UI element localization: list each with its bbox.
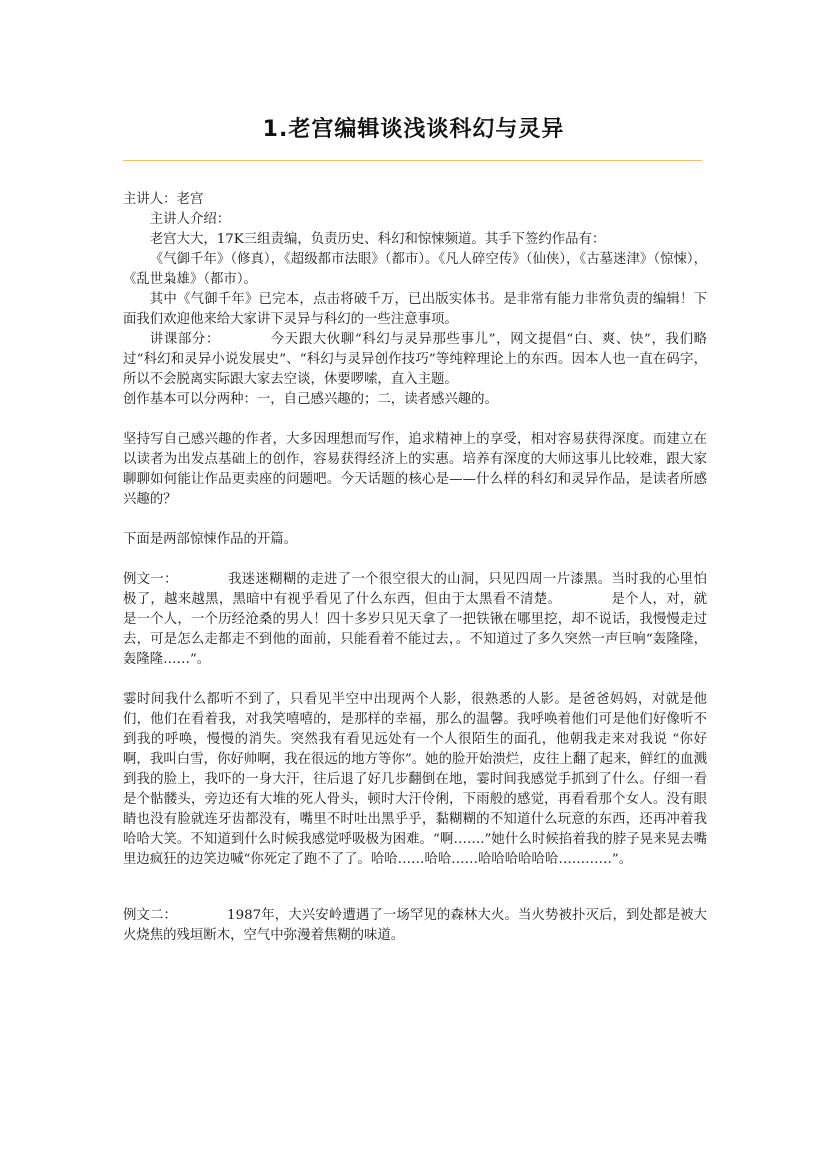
page-title: 1.老宫编辑谈浅谈科幻与灵异: [262, 117, 565, 142]
example-two-text: 1987年，大兴安岭遭遇了一场罕见的森林大火。当火势被扑灭后，到处都是被大火烧焦的残垣断木，空气中弥漫着焦糊的味道。: [123, 908, 707, 943]
example-one-paragraph: [123, 570, 707, 670]
example-one-text-a: 我迷迷糊糊的走进了一个很空很大的山洞，只见四周一片漆黑。当时我的心里怕极了，越来越黑，黑暗中有视乎看见了什么东西，但由于太黑看不清楚。: [123, 572, 708, 607]
works-paragraph: 《气御千年》（修真），《超级都市法眼》（都市）。《凡人碎空传》（仙侠），《古墓迷津》（惊悚），《乱世枭雄》（都市）。: [123, 252, 707, 287]
intro-paragraph: 老宫大大，17K三组责编，负责历史、科幻和惊悚频道。其手下签约作品有：: [149, 232, 606, 247]
example-one-text-b: 是个人，对，就是一个人，一个历经沧桑的男人！四十多岁只见天拿了一把铁锹在哪里挖，却不说话，我慢慢走过去，可是怎么走都走不到他的面前，只能看着不能过去，。不知道过了多久突然一声巨响“轰隆隆，轰隆隆……”。: [123, 592, 708, 667]
persist-paragraph: 坚持写自己感兴趣的作者，大多因理想而写作，追求精神上的享受，相对容易获得深度。而建立在以读者为出发点基础上的创作，容易获得经济上的实惠。培养有深度的大师这事儿比较难，跟大家聊聊如何能让作品更卖座的问题吧。今天话题的核心是——什么样的科幻和灵异作品，是读者所感兴趣的？: [123, 432, 707, 507]
lecture-paragraph: [123, 330, 707, 390]
works-note-paragraph: 其中《气御千年》已完本，点击将破千万，已出版实体书。是非常有能力非常负责的编辑！下面我们欢迎他来给大家讲下灵异与科幻的一些注意事项。: [123, 292, 707, 327]
lecture-label: 讲课部分：: [149, 332, 220, 347]
two-kinds-paragraph: 创作基本可以分两种：一，自己感兴趣的；二，读者感兴趣的。: [123, 392, 498, 407]
title-divider: [123, 160, 702, 161]
document-body: [123, 190, 707, 946]
example-one-continuation: 霎时间我什么都听不到了，只看见半空中出现两个人影，很熟悉的人影。是爸爸妈妈，对就是他们，他们在看着我，对我笑嘻嘻的，是那样的幸福，那么的温馨。我呼唤着他们可是他们好像听不到我的呼唤，慢慢的消失。突然我有看见远处有一个人很陌生的面孔，他朝我走来对我说 “你好啊，我叫白雪，你好帅啊，我在很远的地方等你”。她的脸开始溃烂，皮往上翻了起来，鲜红的血溅到我的脸上，我吓的一身大汗，往后退了好几步翻倒在地，霎时间我感觉手抓到了什么。仔细一看是个骷髅头，旁边还有大堆的死人骨头，顿时大汗伶俐，下雨般的感觉，再看看那个女人。没有眼睛也没有脸就连牙齿都没有，嘴里不时吐出黑乎乎，黏糊糊的不知道什么玩意的东西，还再冲着我哈哈大笑。不知道到什么时候我感觉呼吸极为困难。“啊…….”她什么时候掐着我的脖子晃来晃去嘴里边疯狂的边笑边喊“你死定了跑不了了。哈哈……哈哈……哈哈哈哈哈哈…………”。: [123, 692, 707, 867]
speaker-line: 主讲人：老宫: [123, 192, 204, 207]
example-two-paragraph: [123, 906, 707, 946]
intro-label: 主讲人介绍：: [149, 212, 231, 227]
example-one-label: 例文一：: [123, 572, 178, 587]
lecture-text: 今天跟大伙聊“科幻与灵异那些事儿”，网文提倡“白、爽、快”，我们略过“科幻和灵异小说发展史”、“科幻与灵异创作技巧”等纯粹理论上的东西。因本人也一直在码字，所以不会脱离实际跟大家去空谈，休要啰嗦，直入主题。: [123, 332, 707, 387]
below-paragraph: 下面是两部惊悚作品的开篇。: [123, 532, 298, 547]
example-two-label: 例文二：: [123, 908, 178, 923]
